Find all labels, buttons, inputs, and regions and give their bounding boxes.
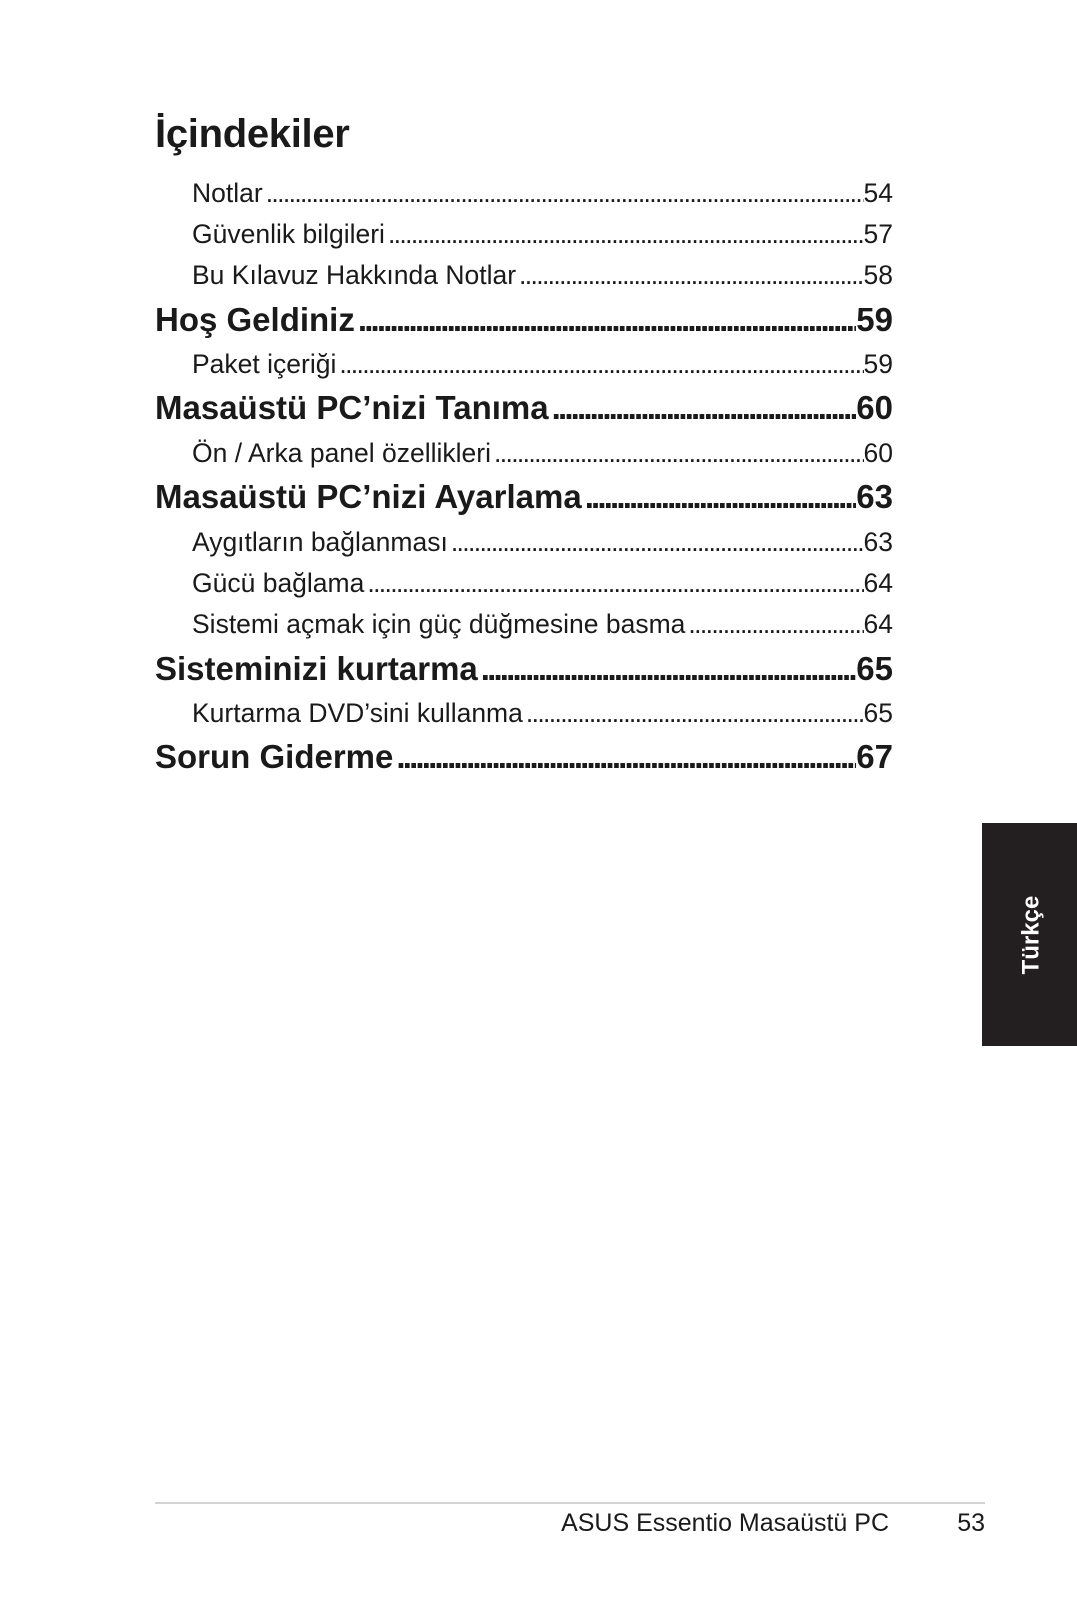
toc-entry-label: Aygıtların bağlanması [192,527,448,557]
toc-entry[interactable] [155,568,893,599]
toc-entry-label: Ön / Arka panel özellikleri [192,438,492,468]
toc-entry-label: Paket içeriği [192,349,337,379]
toc-section-label: Sorun Giderme [155,738,394,775]
toc-entry-label: Gücü bağlama [192,568,365,598]
toc-entry-label: Sistemi açmak için güç düğmesine basma [192,609,686,639]
toc-entry-page: 58 [863,260,893,290]
toc-entry[interactable] [155,698,893,729]
toc-section-page: 65 [856,650,893,687]
toc-entry[interactable] [155,219,893,250]
toc-entry-label: Bu Kılavuz Hakkında Notlar [192,260,517,290]
toc-entry-label: Kurtarma DVD’sini kullanma [192,698,523,728]
toc-leader-dots [263,178,864,209]
toc-section-label: Masaüstü PC’nizi Tanıma [155,389,549,426]
toc-entry[interactable] [155,609,893,640]
toc-leader-dots [523,698,864,729]
toc-section-label: Hoş Geldiniz [155,301,355,338]
toc-leader-dots [685,609,863,640]
toc-section[interactable] [155,650,893,688]
toc-entry[interactable] [155,349,893,380]
toc-leader-dots [448,527,864,558]
toc-entry-page: 54 [863,178,893,208]
toc-entry-page: 59 [863,349,893,379]
toc-leader-dots [393,738,856,776]
toc-section-page: 63 [856,478,893,515]
footer-title: ASUS Essentio Masaüstü PC [561,1509,889,1537]
toc-entry[interactable] [155,527,893,558]
toc-section-label: Sisteminizi kurtarma [155,650,478,687]
toc-section[interactable] [155,301,893,339]
language-side-tab [982,823,1077,1046]
toc-section-label: Masaüstü PC’nizi Ayarlama [155,478,582,515]
footer-page-number: 53 [957,1509,985,1537]
toc-leader-dots [516,260,863,291]
toc-entry-page: 57 [863,219,893,249]
toc-entry-label: Notlar [192,178,263,208]
toc-entry[interactable] [155,438,893,469]
toc-entry[interactable] [155,260,893,291]
toc-entry-page: 60 [863,438,893,468]
toc-entry-page: 65 [863,698,893,728]
toc-entry[interactable] [155,178,893,209]
footer-divider [155,1502,985,1504]
toc-section-page: 60 [856,389,893,426]
language-tab-label: Türkçe [1016,895,1044,974]
toc-section-page: 67 [856,738,893,775]
toc-entry-page: 64 [863,609,893,639]
toc-leader-dots [582,478,857,516]
toc-leader-dots [549,389,857,427]
toc-section[interactable] [155,389,893,427]
toc-entry-page: 64 [863,568,893,598]
toc-section-page: 59 [856,301,893,338]
toc-leader-dots [336,349,863,380]
page-title: İçindekiler [155,112,350,156]
toc-entry-label: Güvenlik bilgileri [192,219,385,249]
toc-leader-dots [364,568,863,599]
toc-leader-dots [491,438,864,469]
toc-leader-dots [355,301,856,339]
toc-section[interactable] [155,738,893,776]
toc-entry-page: 63 [863,527,893,557]
toc-section[interactable] [155,478,893,516]
toc-leader-dots [385,219,864,250]
toc-leader-dots [478,650,857,688]
